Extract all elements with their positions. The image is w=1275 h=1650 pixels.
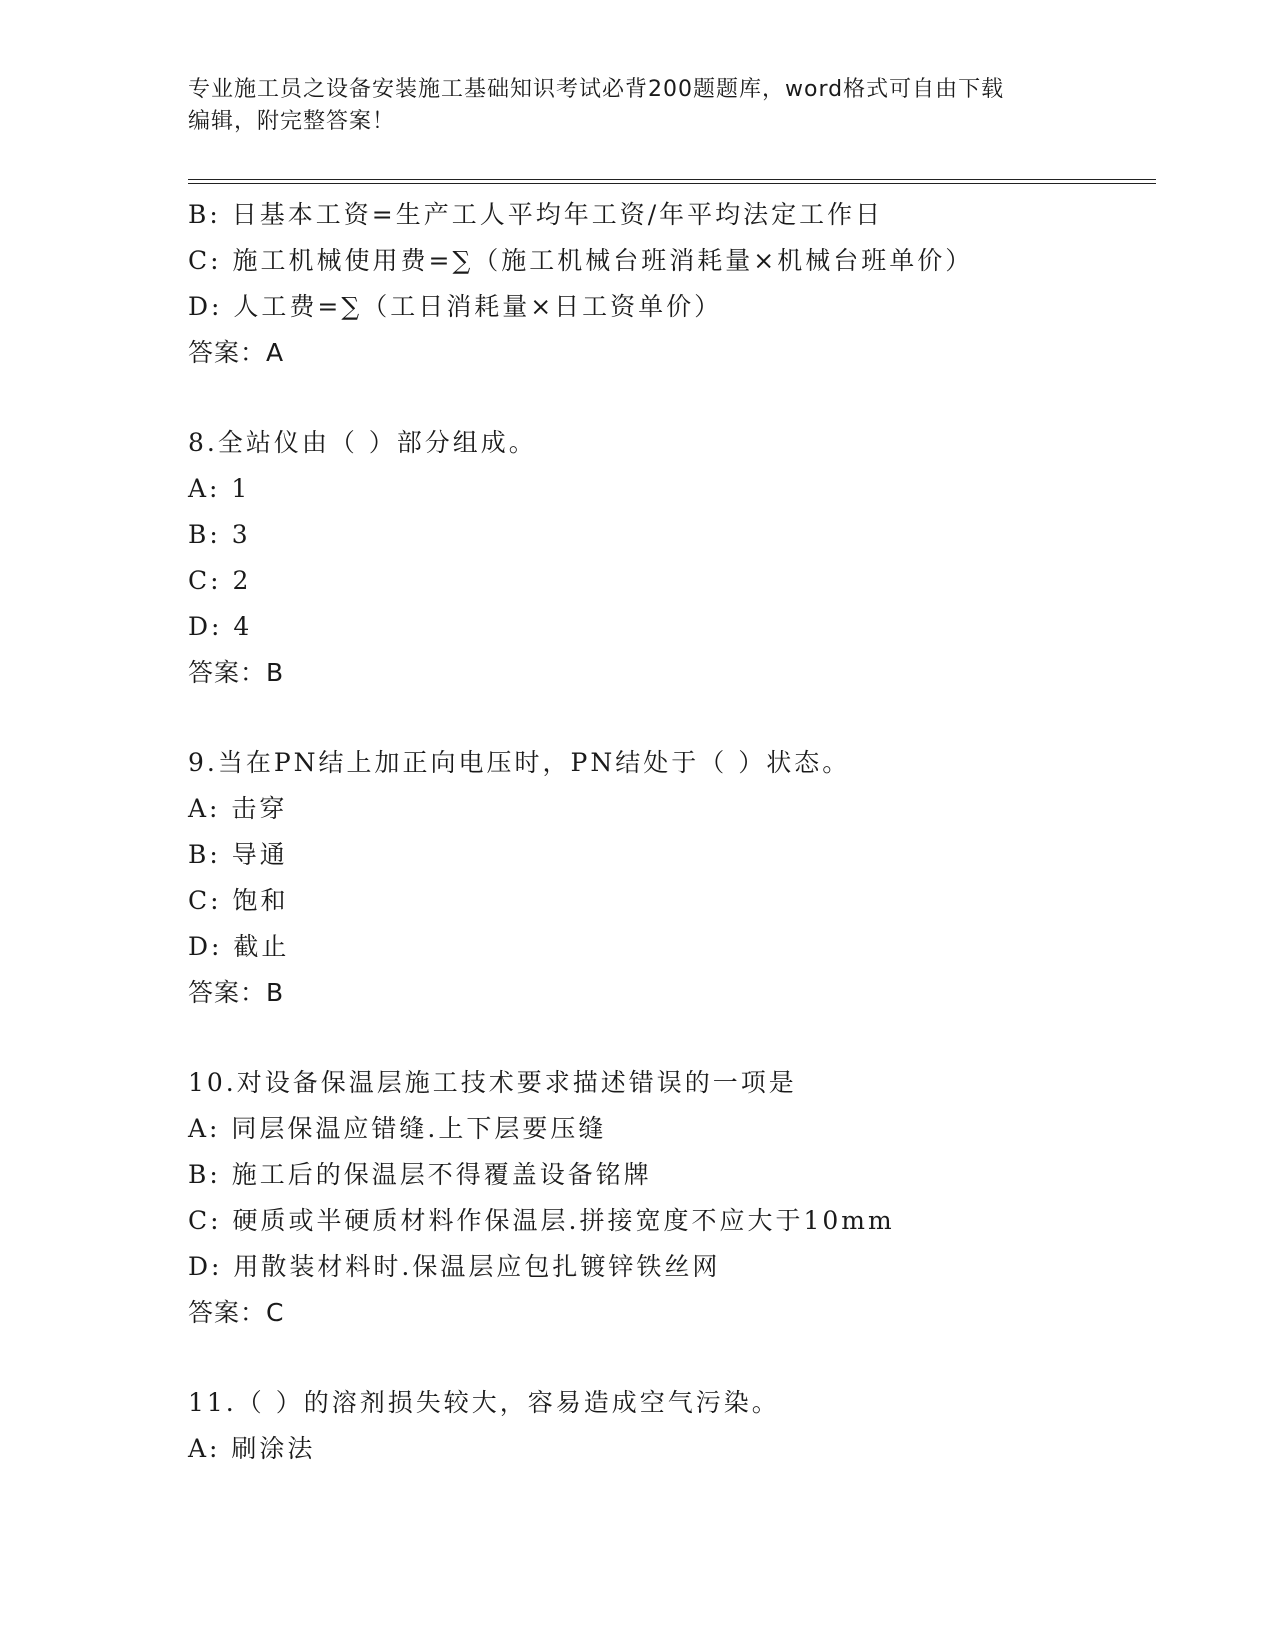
option-a: A: 刷涂法 [188,1434,316,1463]
question-block-8 [188,420,1156,696]
question-text: 9.当在PN结上加正向电压时，PN结处于（ ）状态。 [188,748,851,777]
question-text: 11.（ ）的溶剂损失较大，容易造成空气污染。 [188,1388,780,1417]
header-title-line-2: 编辑，附完整答案！ [188,109,396,134]
document-header [188,74,1088,138]
answer-line: 答案：B [188,978,285,1007]
answer-line: 答案：C [188,1298,285,1327]
option-d: D: 用散装材料时.保温层应包扎镀锌铁丝网 [188,1252,721,1281]
option-a: A: 击穿 [188,794,288,823]
question-block-10 [188,1060,1156,1336]
question-block-9 [188,740,1156,1016]
question-text: 10.对设备保温层施工技术要求描述错误的一项是 [188,1068,797,1097]
header-title-line-1: 专业施工员之设备安装施工基础知识考试必背200题题库，word格式可自由下载 [188,77,1005,102]
option-d: D: 截止 [188,932,290,961]
header-double-rule [188,179,1156,184]
option-c: C: 2 [188,566,252,595]
answer-line: 答案：B [188,658,285,687]
option-b: B: 日基本工资=生产工人平均年工资/年平均法定工作日 [188,200,884,229]
option-a: A: 同层保温应错缝.上下层要压缝 [188,1114,607,1143]
option-b: B: 3 [188,520,251,549]
question-text: 8.全站仪由（ ）部分组成。 [188,428,537,457]
option-d: D: 4 [188,612,253,641]
question-list [188,192,1156,1472]
question-block-7 [188,192,1156,376]
question-block-11 [188,1380,1156,1472]
option-c: C: 饱和 [188,886,289,915]
option-d: D: 人工费=∑（工日消耗量×日工资单价） [188,292,723,321]
option-b: B: 导通 [188,840,288,869]
option-b: B: 施工后的保温层不得覆盖设备铭牌 [188,1160,652,1189]
option-c: C: 施工机械使用费=∑（施工机械台班消耗量×机械台班单价） [188,246,974,275]
answer-line: 答案：A [188,338,285,367]
option-a: A: 1 [188,474,251,503]
option-c: C: 硬质或半硬质材料作保温层.拼接宽度不应大于10mm [188,1206,895,1235]
